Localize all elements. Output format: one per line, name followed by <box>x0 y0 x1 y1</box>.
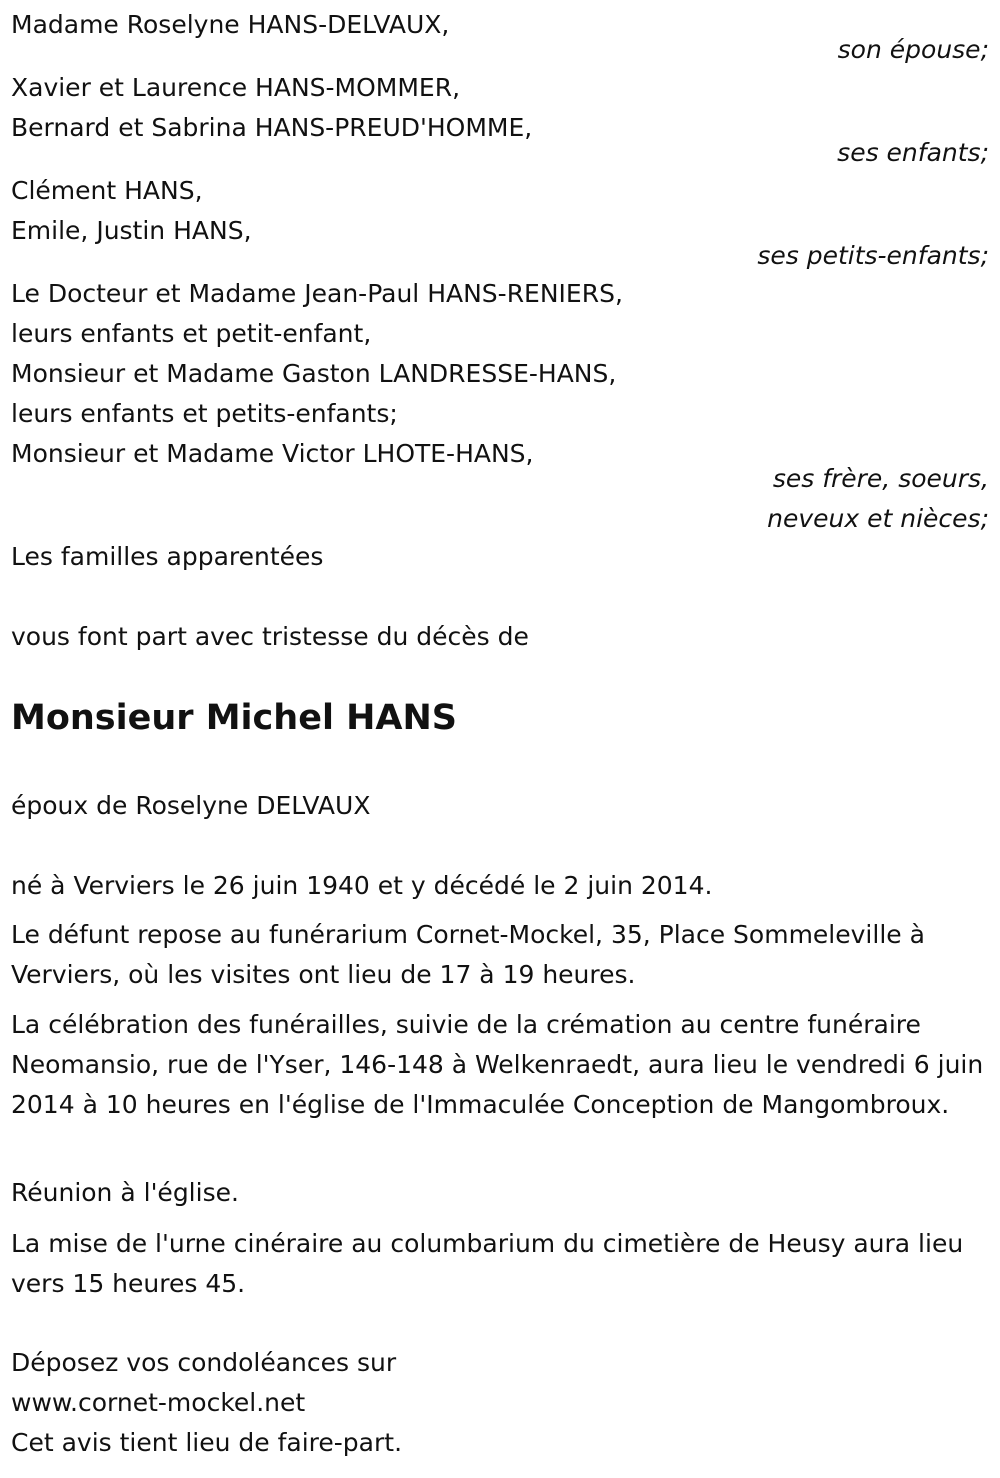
siblings-line-5: Monsieur et Madame Victor LHOTE-HANS, <box>11 439 534 468</box>
related-families: Les familles apparentées <box>11 542 324 571</box>
children-role: ses enfants; <box>837 138 989 167</box>
siblings-line-2: leurs enfants et petit-enfant, <box>11 319 372 348</box>
spouse-role: son épouse; <box>837 35 989 64</box>
website-link[interactable]: www.cornet-mockel.net <box>11 1388 306 1417</box>
siblings-line-1: Le Docteur et Madame Jean-Paul HANS-RENIERS, <box>11 279 623 308</box>
siblings-role-2: neveux et nièces; <box>767 504 989 533</box>
notice-line: Cet avis tient lieu de faire-part. <box>11 1428 403 1457</box>
condolences-line: Déposez vos condoléances sur <box>11 1348 397 1377</box>
grandchildren-line-1: Clément HANS, <box>11 176 203 205</box>
siblings-line-4: leurs enfants et petits-enfants; <box>11 399 398 428</box>
deceased-name: Monsieur Michel HANS <box>11 698 458 738</box>
ceremony-paragraph: La célébration des funérailles, suivie de la crémation au centre funéraire Neomansio, rue de l'Yser, 146-148 à Welkenraedt, aura lieu le vendredi 6 juin 2014 à 10 heures en l'église de l'Immaculée Conception de Mangombroux. <box>11 1010 984 1119</box>
meeting-line: Réunion à l'église. <box>11 1178 239 1207</box>
urn-paragraph: La mise de l'urne cinéraire au columbarium du cimetière de Heusy aura lieu vers 15 heures 45. <box>11 1229 964 1298</box>
birth-death: né à Verviers le 26 juin 1940 et y décédé le 2 juin 2014. <box>11 871 713 900</box>
siblings-role-1: ses frère, soeurs, <box>772 464 989 493</box>
grandchildren-role: ses petits-enfants; <box>757 241 989 270</box>
announcement-intro: vous font part avec tristesse du décès de <box>11 622 529 651</box>
siblings-line-3: Monsieur et Madame Gaston LANDRESSE-HANS, <box>11 359 617 388</box>
spouse-name: Madame Roselyne HANS-DELVAUX, <box>11 10 450 39</box>
repose-paragraph: Le défunt repose au funérarium Cornet-Mockel, 35, Place Sommeleville à Verviers, où les visites ont lieu de 17 à 19 heures. <box>11 920 925 989</box>
children-line-1: Xavier et Laurence HANS-MOMMER, <box>11 73 461 102</box>
spouse-of: époux de Roselyne DELVAUX <box>11 791 371 820</box>
grandchildren-line-2: Emile, Justin HANS, <box>11 216 252 245</box>
children-line-2: Bernard et Sabrina HANS-PREUD'HOMME, <box>11 113 533 142</box>
